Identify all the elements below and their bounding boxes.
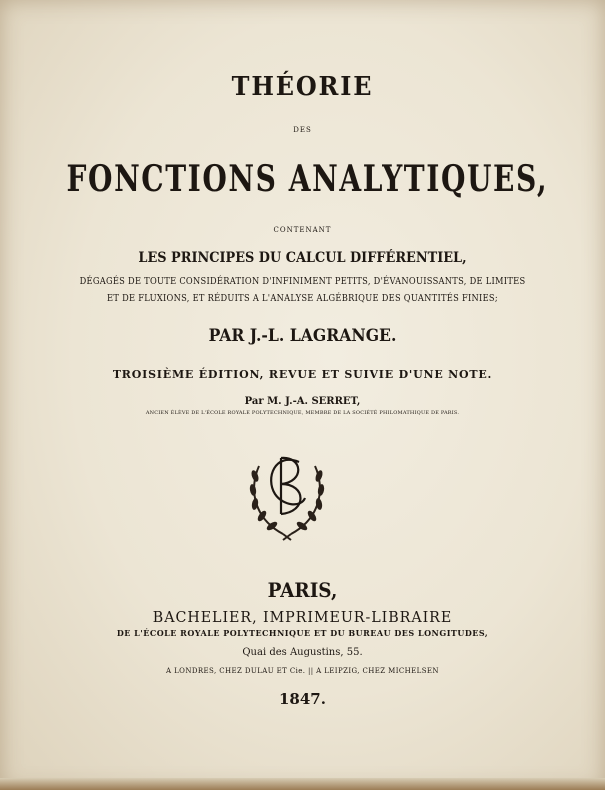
year: 1847. (279, 690, 326, 708)
contenant-label: CONTENANT (273, 226, 332, 234)
city: PARIS, (267, 578, 338, 602)
editor: Par M. J.-A. SERRET, (244, 396, 361, 407)
des-label: DES (293, 126, 312, 134)
description-line-1: DÉGAGÉS DE TOUTE CONSIDÉRATION D'INFINIMENT PETITS, D'ÉVANOUISSANTS, DE LIMITES (79, 277, 526, 287)
book-title: THÉORIE (231, 72, 374, 102)
principles-heading: LES PRINCIPES DU CALCUL DIFFÉRENTIEL, (138, 250, 467, 266)
author: PAR J.-L. LAGRANGE. (208, 326, 397, 346)
publisher: BACHELIER, IMPRIMEUR-LIBRAIRE (152, 608, 453, 626)
main-title: FONCTIONS ANALYTIQUES, (66, 158, 549, 200)
publisher-detail: DE L'ÉCOLE ROYALE POLYTECHNIQUE ET DU BUREAU DES LONGITUDES, (116, 628, 489, 638)
page-edge (0, 778, 605, 790)
printer-monogram-wreath-icon (245, 448, 329, 542)
description-line-2: ET DE FLUXIONS, ET RÉDUITS A L'ANALYSE ALGÉBRIQUE DES QUANTITÉS FINIES; (107, 294, 498, 304)
address: Quai des Augustins, 55. (242, 647, 363, 658)
agents: A LONDRES, CHEZ DULAU ET Cie. || A LEIPZIG, CHEZ MICHELSEN (166, 667, 439, 675)
editor-credentials: ANCIEN ÉLÈVE DE L'ÉCOLE ROYALE POLYTECHNIQUE, MEMBRE DE LA SOCIÉTÉ PHILOMATHIQUE DE PARIS. (145, 410, 460, 416)
edition-note: TROISIÈME ÉDITION, REVUE ET SUIVIE D'UNE NOTE. (112, 368, 493, 381)
